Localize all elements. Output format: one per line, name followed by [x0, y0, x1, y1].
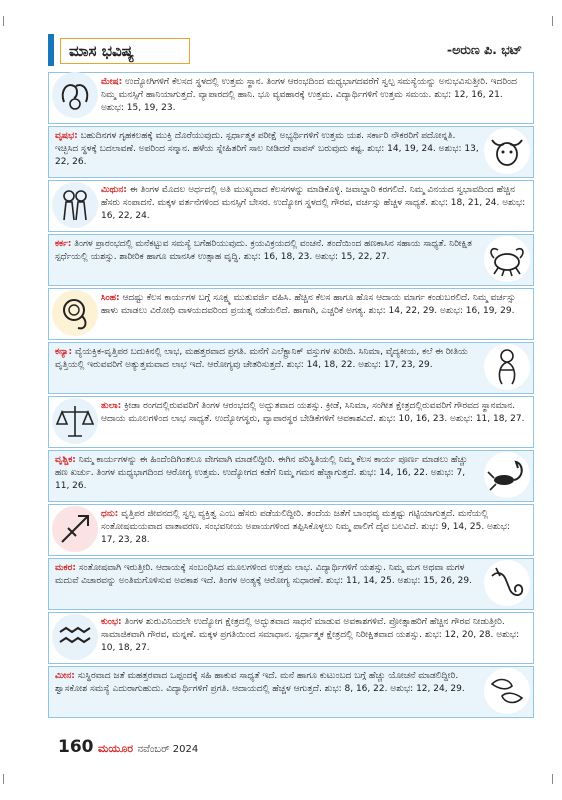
- sign-meena: [48, 666, 534, 718]
- sign-text: ತಿಂಗಳ ಶುರುವಿನಿಂದಲೇ ಉದ್ಯೋಗ ಕ್ಷೇತ್ರದಲ್ಲಿ ಅದ್ಭುತವಾದ ಸಾಧನೆ ಮಾಡುವ ಅವಕಾಶಗಳಿವೆ. ಪ್ರೋತ್ಸಾಹರಿಗೆ ಹೆಚ್ಚಿನ ಗೌರವ ನೀಡುತ್ತೀರಿ. ಸಾಮಾಜಿಕವಾಗಿ ಗೌರವ, ಮನ್ನಣೆ. ಮಕ್ಕಳ ಪ್ರಗತಿಯಿಂದ ಸಮಾಧಾನ. ಸ್ಪರ್ಧಾತ್ಮಕ ಕ್ಷೇತ್ರದಲ್ಲಿ ನಿರೀಕ್ಷಿತವಾದ ಯಶಸ್ಸು. ಶುಭ: 12, 20, 28. ಅಶುಭ: 10, 18, 27.: [101, 617, 520, 654]
- author-name: -ಅರುಣ ಪಿ. ಭಟ್: [446, 42, 522, 57]
- sign-name: ಕರ್ಕ:: [55, 239, 72, 249]
- libra-icon: [52, 398, 98, 444]
- sign-text: ಈ ತಿಂಗಳ ಮೊದಲ ಅರ್ಧದಲ್ಲಿ ಅತಿ ಮುಖ್ಯವಾದ ಕೆಲಸಗಳನ್ನು ಮಾಡಿಕೊಳ್ಳಿ. ಜವಾಬ್ದಾರಿ ಕರಗಲಿದೆ. ನಿಮ್ಮ ವಿನಯದ ಸ್ವಭಾವದಿಂದ ಹೆಚ್ಚಿನ ಹೆಸರು ಸಂಪಾದನೆ. ಮಕ್ಕಳ ವರ್ತನೆಗಳಿಂದ ಮನಸ್ಸಿಗೆ ಬೇಸರ. ಉದ್ಯೋಗ ಸ್ಥಳದಲ್ಲಿ ಗೌರವ, ವರ್ಚಸ್ಸು ಹೆಚ್ಚಳ ಸಾಧ್ಯತೆ. ಶುಭ: 18, 21, 24. ಅಶುಭ: 16, 22, 24.: [101, 185, 526, 222]
- sign-text: ಉದ್ಯೋಗಿಗಳಿಗೆ ಕೆಲಸದ ಸ್ಥಳದಲ್ಲಿ ಉತ್ತಮ ಸ್ಥಾನ. ತಿಂಗಳ ಆರಂಭದಿಂದ ಮಧ್ಯಭಾಗದವರೆಗೆ ಸ್ವಲ್ಪ ಸಮಸ್ಯೆಯನ್ನು ಅನುಭವಿಸುತ್ತೀರಿ. ಇದರಿಂದ ನಿಮ್ಮ ಮನಸ್ಸಿಗೆ ಹಾನಿಯಾಗುತ್ತದೆ. ವ್ಯಾಪಾರದಲ್ಲಿ ಹಾನಿ. ಭೂ ವ್ಯವಹಾರಕ್ಕೆ ಉತ್ತಮ. ವಿದ್ಯಾರ್ಥಿಗಳಿಗೆ ಉತ್ತಮ ಸಮಯ. ಶುಭ: 12, 16, 21. ಅಶುಭ: 15, 19, 23.: [101, 77, 517, 114]
- sign-tula: [48, 396, 534, 448]
- sign-kanya: [48, 342, 534, 394]
- sign-text: ತಿಂಗಳ ಪ್ರಾರಂಭದಲ್ಲಿ ಮನೆಕಟ್ಟುವ ಸಮಸ್ಯೆ ಬಗೆಹರಿಯುವುದು. ಕ್ರಯವಿಕ್ರಯದಲ್ಲಿ ವಂಚನೆ. ತಂದೆಯಿಂದ ಹಣಕಾಸಿನ ಸಹಾಯ ಸಾಧ್ಯತೆ. ನಿರೀಕ್ಷಿತ ಸ್ಪರ್ಧೆಯಲ್ಲಿ ಯಶಸ್ಸು. ಶಾರೀರಿಕ ಹಾಗೂ ಮಾನಸಿಕ ಉತ್ಸಾಹ ವೃದ್ಧಿ. ಶುಭ: 16, 18, 23. ಅಶುಭ: 15, 22, 27.: [55, 239, 472, 263]
- title-accent: [48, 34, 54, 66]
- sign-text: ಸುಸ್ಥಿರವಾದ ಜತೆ ಮಹತ್ತರವಾದ ಒಪ್ಪಂದಕ್ಕೆ ಸಹಿ ಹಾಕುವ ಸಾಧ್ಯತೆ ಇದೆ. ಮನೆ ಹಾಗೂ ಕುಟುಂಬದ ಬಗ್ಗೆ ಹೆಚ್ಚು ಯೋಚನೆ ಮಾಡಲಿದ್ದೀರಿ. ಶ್ವಾಸಕೋಶ ಸಮಸ್ಯೆ ಎದುರಾಗುಹುದು. ವಿದ್ಯಾರ್ಥಿಗಳಿಗೆ ಪ್ರಗತಿ. ಆದಾಯದಲ್ಲಿ ಹೆಚ್ಚಳ ಆಗುತ್ತದೆ. ಶುಭ: 8, 16, 22. ಅಶುಭ: 12, 24, 29.: [55, 671, 465, 695]
- page-header: [48, 34, 530, 66]
- sign-text: ನಿಮ್ಮ ಕಾರ್ಯಗಳನ್ನು ಈ ಹಿಂದೆಂದಿಗಿಂತಲೂ ವೇಗವಾಗಿ ಮಾಡಲಿದ್ದೀರಿ. ಈಗಿನ ಪರಿಸ್ಥಿತಿಯಲ್ಲಿ ನಿಮ್ಮ ಕೆಲಸ ಕಾರ್ಯ ಪೂರ್ಣ ಮಾಡಲು ಹೆಚ್ಚು ಹಣ ಖರ್ಚು. ತಿಂಗಳ ಮಧ್ಯಭಾಗದಿಂದ ಆರೋಗ್ಯ ಉತ್ತಮ. ಉದ್ಯೋಗದ ಕಡೆಗೆ ನಿಮ್ಮ ಗಮನ ಹೆಚ್ಚಾಗುತ್ತದೆ. ಶುಭ: 14, 16, 22. ಅಶುಭ: 7, 11, 26.: [55, 455, 468, 492]
- section-title: ಮಾಸ ಭವಿಷ್ಯ: [60, 38, 190, 64]
- scorpio-icon: [484, 452, 530, 498]
- aquarius-icon: [52, 614, 98, 660]
- sign-mesha: [48, 72, 534, 124]
- taurus-icon: [484, 128, 530, 174]
- sign-text: ಕ್ರೀಡಾ ರಂಗದಲ್ಲಿರುವವರಿಗೆ ತಿಂಗಳ ಆರಂಭದಲ್ಲಿ ಅದ್ಭುತವಾದ ಯಶಸ್ಸು. ಕ್ರೀಡೆ, ಸಿನಿಮಾ, ಸಂಗೀತ ಕ್ಷೇತ್ರದಲ್ಲಿರುವವರಿಗೆ ಗೌರವದ ಸ್ಥಾನಮಾನ. ಆದಾಯ ಮೂಲಗಳಿಂದ ಲಾಭ ಸಾಧ್ಯತೆ. ಉದ್ಯೋಗಸ್ಥರು, ವ್ಯಾಪಾರಸ್ಥರ ಬೇಡಿಕೆಗಳಿಗೆ ಆವಕಾಶವಿದೆ. ಶುಭ: 10, 16, 23. ಅಶುಭ: 11, 18, 27.: [101, 401, 525, 425]
- capricorn-icon: [484, 560, 530, 606]
- sign-text: ವ್ಯೆಯಕ್ತಿಕ-ವೃತ್ತಿಪರ ಬದುಕಿನಲ್ಲಿ ಲಾಭ, ಮಹತ್ತರವಾದ ಪ್ರಗತಿ. ಮನೆಗೆ ಎಲೆಕ್ಟ್ರಾನಿಕ್ ವಸ್ತುಗಳ ಖರೀದಿ. ಸಿನಿಮಾ, ವೈದ್ಯಕೀಯ, ಕಲೆ ಈ ರೀತಿಯ ವೃತ್ತಿಯಲ್ಲಿ ಇರುವವರಿಗೆ ಅತ್ಯುತ್ತಮವಾದ ಲಾಭ ಇದೆ. ಆರೋಗ್ಯವು ಚೇತರಿಸುತ್ತದೆ. ಶುಭ: 14, 18, 22. ಅಶುಭ: 17, 23, 29.: [55, 347, 468, 371]
- sign-dhanu: [48, 504, 534, 556]
- sign-kumbha: [48, 612, 534, 664]
- sign-name: ಮೇಷ:: [101, 77, 123, 87]
- sign-name: ಕುಂಭ:: [101, 617, 122, 627]
- issue-month: ನವೆಂಬರ್ 2024: [137, 744, 199, 755]
- sign-name: ತುಲಾ:: [101, 401, 122, 411]
- sign-vrishchika: [48, 450, 534, 502]
- sign-makara: [48, 558, 534, 610]
- sign-name: ಮೀನ:: [55, 671, 75, 681]
- sign-name: ಧನು:: [101, 509, 119, 519]
- sign-mithuna: [48, 180, 534, 232]
- sign-text: ವೃತ್ತಿಪರ ಜೀವನದಲ್ಲಿ ಸ್ವಲ್ಪ ವ್ಯಕ್ತಿತ್ವ ಎಂಬ ಹೆಸರು ಪಡೆಯಲಿದ್ದೀರಿ. ತಂದೆಯ ಜತೆಗೆ ಬಾಂಧವ್ಯ ಮತ್ತಷ್ಟು ಗಟ್ಟಿಯಾಗುತ್ತದೆ. ಮನೆಯಲ್ಲಿ ಸಂತೋಷಮಯವಾದ ವಾತಾವರಣ. ಸಂಭವನೀಯ ಅಪಾಯಗಳಿಂದ ತಪ್ಪಿಸಿಕೊಳ್ಳಲು ನಿಮ್ಮ ಪಾಲಿಗೆ ದೈವ ಬಲವಿದೆ. ಶುಭ: 9, 14, 25. ಅಶುಭ: 17, 23, 28.: [101, 509, 510, 546]
- sign-name: ವೃಶ್ಚಿಕ:: [55, 455, 76, 465]
- sign-text: ಸಂತೋಷವಾಗಿ ಇರುತ್ತೀರಿ. ಆದಾಯಕ್ಕೆ ಸಂಬಂಧಿಸಿದ ಮೂಲಗಳಿಂದ ಉತ್ತಮ ಲಾಭ. ವಿದ್ಯಾರ್ಥಿಗಳಿಗೆ ಯಶಸ್ಸು. ನಿಮ್ಮ ಮಗ ಅಥವಾ ಮಗಳ ಮದುವೆ ವಿಚಾರವನ್ನು ಅಂತಿಮಗೊಳಿಸುವ ಅವಕಾಶ ಇದೆ. ತಿಂಗಳ ಅಂತ್ಯಕ್ಕೆ ಆರೋಗ್ಯ ಸುಧಾರಣೆ. ಶುಭ: 11, 14, 25. ಅಶುಭ: 15, 26, 29.: [55, 563, 472, 587]
- sign-karka: [48, 234, 534, 286]
- sign-name: ವೃಷಭ:: [55, 131, 78, 141]
- aries-icon: [52, 72, 98, 118]
- sign-name: ಮಕರ:: [55, 563, 76, 573]
- sign-text: ಬಹುದಿನಗಳ ಗೃಹಕಲಹಕ್ಕೆ ಮುಕ್ತಿ ದೊರೆಯುವುದು. ಸ್ಪರ್ಧಾತ್ಮಕ ಪರೀಕ್ಷೆ ಅಭ್ಯರ್ಥಿಗಳಿಗೆ ಉತ್ತಮ ಯಶ. ಸರ್ಕಾರಿ ನೌಕರರಿಗೆ ಪದೋನ್ನತಿ. ಇಚ್ಛಿಸಿದ ಸ್ಥಳಕ್ಕೆ ಬದಲಾವಣೆ. ಅಪರಿಂದ ಸನ್ಮಾನ. ಹಳೆಯ ಸ್ನೇಹಿತರಿಗೆ ಸಾಲ ನೀಡಿದರೆ ವಾಪಸ್ ಬರುವುದು ಕಷ್ಟ. ಶುಭ: 14, 19, 24. ಅಶುಭ: 13, 22, 26.: [55, 131, 479, 168]
- sagittarius-icon: [52, 506, 98, 552]
- sign-vrishabha: [48, 126, 534, 178]
- sign-name: ಸಿಂಹ:: [101, 293, 120, 303]
- sign-name: ಮಿಥುನ:: [101, 185, 127, 195]
- sign-simha: [48, 288, 534, 340]
- page-number: 160: [58, 737, 94, 757]
- leo-icon: [52, 290, 98, 336]
- gemini-icon: [52, 182, 98, 228]
- virgo-icon: [484, 344, 530, 390]
- page-footer: [58, 737, 198, 757]
- magazine-name: ಮಯೂರ: [97, 742, 134, 755]
- cancer-icon: [484, 236, 530, 282]
- sign-name: ಕನ್ಯಾ:: [55, 347, 73, 357]
- pisces-icon: [484, 668, 530, 714]
- sign-text: ಆದಷ್ಟು ಕೆಲಸ ಕಾರ್ಯಗಳ ಬಗ್ಗೆ ಸೂಕ್ಷ್ಮ ಮುತುವರ್ಜಿ ವಹಿಸಿ. ಹೆಚ್ಚಿನ ಕೆಲಸ ಹಾಗೂ ಹೊಸ ಆದಾಯ ಮಾರ್ಗ ಕಂಡುಬರಲಿದೆ. ನಿಮ್ಮ ವರ್ಚಸ್ಸು ಹಾಳು ಮಾಡಲು ವಿರೋಧಿ ವಾಳಯದವರಿಂದ ಪ್ರಯತ್ನ ನಡೆಯಲಿದೆ. ಹಾಗಾಗಿ, ಎಚ್ಚರಿಕೆ ಅಗತ್ಯ. ಶುಭ: 14, 22, 29. ಅಶುಭ: 16, 19, 29.: [101, 293, 516, 317]
